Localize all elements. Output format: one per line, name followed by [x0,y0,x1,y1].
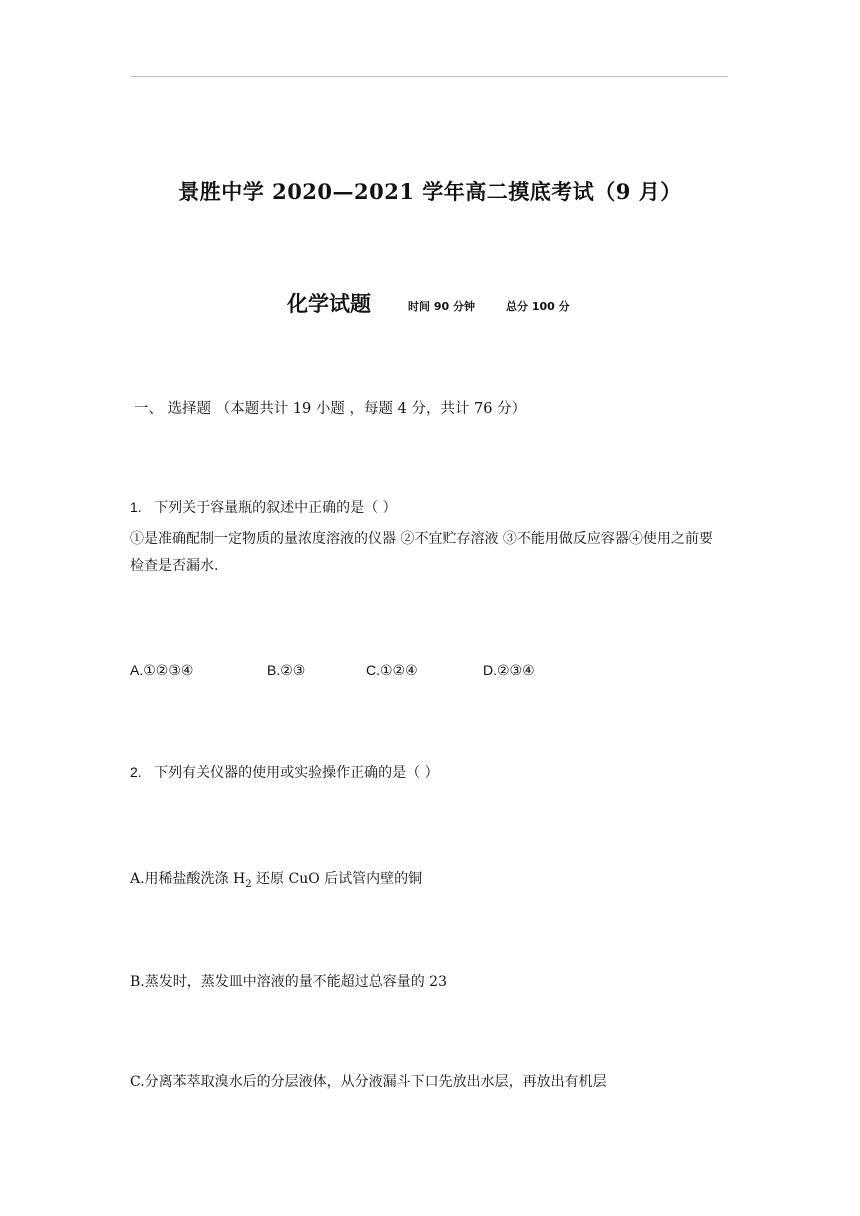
option-a-text-end: 还原 CuO 后试管内壁的铜 [251,871,423,887]
question-2-option-c: C.分离苯萃取溴水后的分层液体，从分液漏斗下口先放出水层，再放出有机层 [130,1074,607,1090]
question-text: 下列有关仪器的使用或实验操作正确的是（ ） [154,765,439,781]
exam-title: 景胜中学 2020—2021 学年高二摸底考试（9 月） [178,179,682,204]
question-1-statements: ①是准确配制一定物质的量浓度溶液的仪器 ②不宜贮存溶液 ③不能用做反应容器④使用之前要检查是否漏水. [130,531,713,574]
question-1-option-c: C.①②④ [366,662,418,678]
question-1-option-d: D.②③④ [483,662,535,678]
hydrogen-subscript: 2 [245,878,252,890]
question-2-option-b: B.蒸发时，蒸发皿中溶液的量不能超过总容量的 23 [130,974,448,990]
exam-time: 时间 90 分钟 [408,300,475,313]
question-2-option-a [130,868,422,890]
question-1-option-b: B.②③ [267,662,306,678]
question-1-option-a: A.①②③④ [130,662,194,678]
question-1-stem [130,497,397,517]
question-number: 2. [130,764,142,780]
question-2-stem [130,762,439,782]
option-a-text: A.用稀盐酸洗涤 H [130,871,246,887]
question-text: 下列关于容量瓶的叙述中正确的是（ ） [154,500,397,516]
section-heading: 一、 选择题 （本题共计 19 小题 ，每题 4 分，共计 76 分） [134,401,527,417]
exam-total-score: 总分 100 分 [506,300,570,313]
header-rule [130,76,728,77]
subject-title: 化学试题 [287,291,371,316]
question-number: 1. [130,499,142,515]
